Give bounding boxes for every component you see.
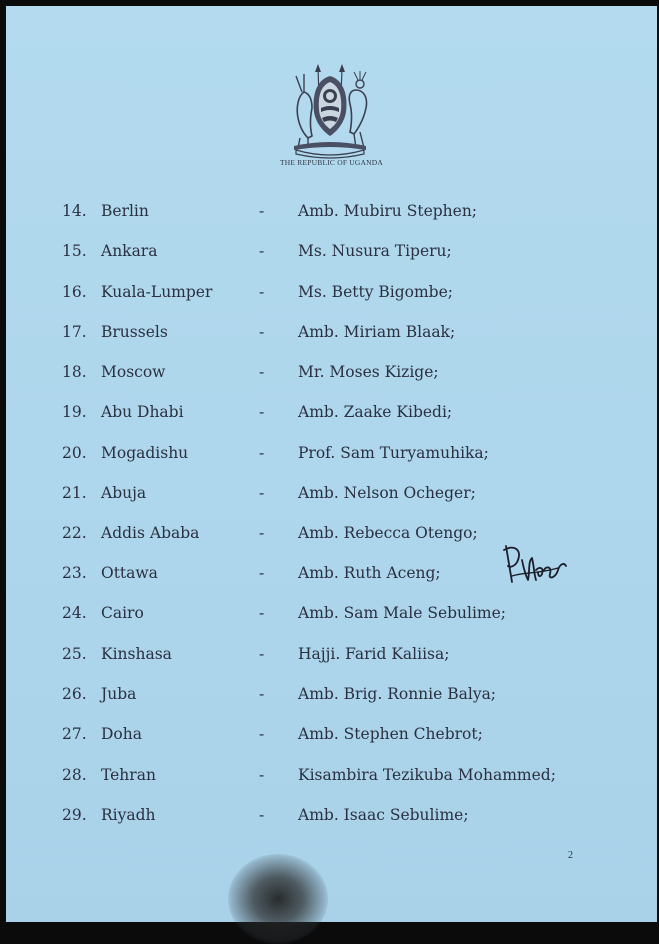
station-city: Kinshasa bbox=[101, 645, 172, 663]
appointee-name: Hajji. Farid Kaliisa; bbox=[298, 645, 450, 663]
appointee-name: Amb. Miriam Blaak; bbox=[298, 323, 456, 341]
separator-dash: - bbox=[259, 564, 265, 582]
separator-dash: - bbox=[259, 444, 265, 462]
appointee-name: Ms. Betty Bigombe; bbox=[298, 283, 453, 301]
item-number: 20. bbox=[62, 444, 87, 462]
separator-dash: - bbox=[259, 363, 265, 381]
separator-dash: - bbox=[259, 202, 265, 220]
station-city: Juba bbox=[101, 685, 137, 703]
page-number: 2 bbox=[568, 850, 573, 861]
station-city: Abuja bbox=[101, 484, 147, 502]
item-number: 14. bbox=[62, 202, 87, 220]
item-number: 23. bbox=[62, 564, 87, 582]
item-number: 22. bbox=[62, 524, 87, 542]
list-item bbox=[6, 199, 657, 223]
appointee-name: Amb. Sam Male Sebulime; bbox=[298, 604, 507, 622]
appointee-name: Kisambira Tezikuba Mohammed; bbox=[298, 766, 556, 784]
separator-dash: - bbox=[259, 524, 265, 542]
country-heading: THE REPUBLIC OF UGANDA bbox=[280, 158, 383, 167]
item-number: 15. bbox=[62, 242, 87, 260]
separator-dash: - bbox=[259, 766, 265, 784]
separator-dash: - bbox=[259, 323, 265, 341]
station-city: Riyadh bbox=[101, 806, 156, 824]
list-item bbox=[6, 441, 657, 465]
appointee-name: Amb. Isaac Sebulime; bbox=[298, 806, 469, 824]
list-item bbox=[6, 360, 657, 384]
item-number: 26. bbox=[62, 685, 87, 703]
station-city: Addis Ababa bbox=[101, 524, 200, 542]
list-item bbox=[6, 239, 657, 263]
item-number: 28. bbox=[62, 766, 87, 784]
separator-dash: - bbox=[259, 725, 265, 743]
separator-dash: - bbox=[259, 806, 265, 824]
station-city: Abu Dhabi bbox=[101, 403, 184, 421]
station-city: Ottawa bbox=[101, 564, 158, 582]
appointee-name: Amb. Zaake Kibedi; bbox=[298, 403, 453, 421]
list-item bbox=[6, 601, 657, 625]
station-city: Kuala-Lumper bbox=[101, 283, 213, 301]
list-item bbox=[6, 682, 657, 706]
separator-dash: - bbox=[259, 484, 265, 502]
appointee-name: Amb. Mubiru Stephen; bbox=[298, 202, 478, 220]
item-number: 17. bbox=[62, 323, 87, 341]
item-number: 27. bbox=[62, 725, 87, 743]
list-item bbox=[6, 722, 657, 746]
item-number: 16. bbox=[62, 283, 87, 301]
separator-dash: - bbox=[259, 685, 265, 703]
separator-dash: - bbox=[259, 242, 265, 260]
separator-dash: - bbox=[259, 604, 265, 622]
station-city: Doha bbox=[101, 725, 142, 743]
item-number: 25. bbox=[62, 645, 87, 663]
station-city: Moscow bbox=[101, 363, 166, 381]
item-number: 18. bbox=[62, 363, 87, 381]
item-number: 21. bbox=[62, 484, 87, 502]
list-item bbox=[6, 320, 657, 344]
station-city: Brussels bbox=[101, 323, 168, 341]
appointee-name: Prof. Sam Turyamuhika; bbox=[298, 444, 489, 462]
list-item bbox=[6, 763, 657, 787]
list-item bbox=[6, 803, 657, 827]
appointee-name: Amb. Stephen Chebrot; bbox=[298, 725, 483, 743]
station-city: Berlin bbox=[101, 202, 149, 220]
item-number: 29. bbox=[62, 806, 87, 824]
list-item bbox=[6, 280, 657, 304]
appointee-name: Amb. Ruth Aceng; bbox=[298, 564, 441, 582]
appointee-name: Amb. Brig. Ronnie Balya; bbox=[298, 685, 497, 703]
signature-icon bbox=[498, 540, 570, 590]
station-city: Mogadishu bbox=[101, 444, 189, 462]
list-item bbox=[6, 642, 657, 666]
appointee-name: Ms. Nusura Tiperu; bbox=[298, 242, 452, 260]
separator-dash: - bbox=[259, 403, 265, 421]
station-city: Cairo bbox=[101, 604, 144, 622]
list-item bbox=[6, 400, 657, 424]
document-page bbox=[6, 6, 657, 922]
item-number: 24. bbox=[62, 604, 87, 622]
station-city: Tehran bbox=[101, 766, 156, 784]
station-city: Ankara bbox=[101, 242, 158, 260]
scan-smudge bbox=[228, 854, 328, 944]
separator-dash: - bbox=[259, 645, 265, 663]
appointee-name: Mr. Moses Kizige; bbox=[298, 363, 439, 381]
appointee-name: Amb. Rebecca Otengo; bbox=[298, 524, 478, 542]
coat-of-arms-icon bbox=[274, 62, 386, 160]
list-item bbox=[6, 481, 657, 505]
separator-dash: - bbox=[259, 283, 265, 301]
appointee-name: Amb. Nelson Ocheger; bbox=[298, 484, 476, 502]
item-number: 19. bbox=[62, 403, 87, 421]
